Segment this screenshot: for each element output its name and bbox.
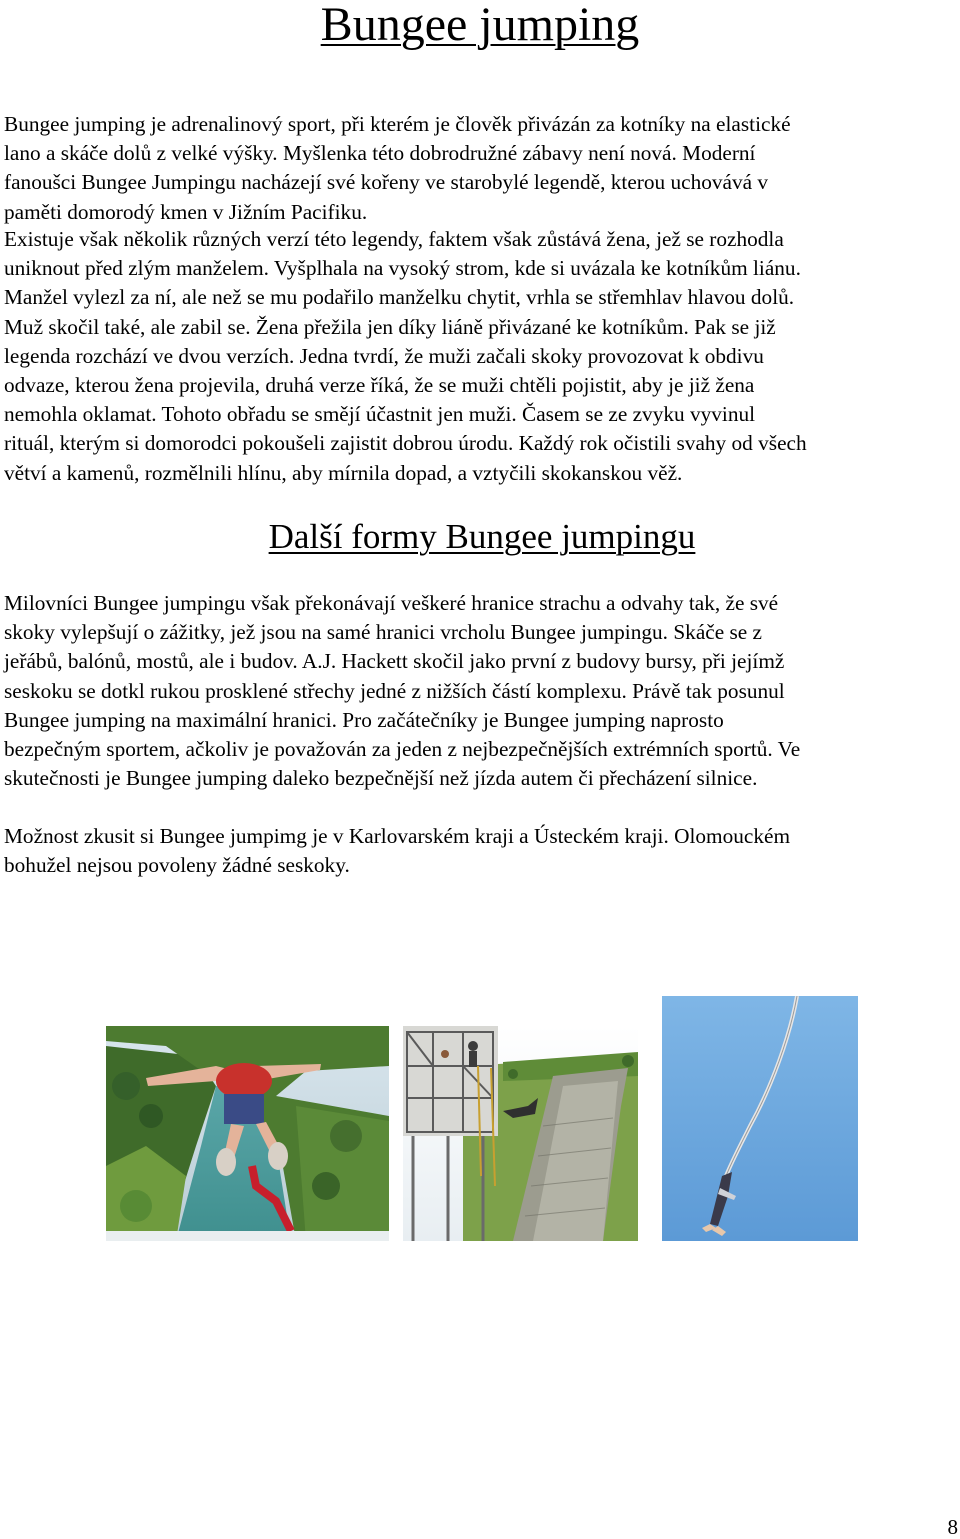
text-line: paměti domorodý kmen v Jižním Pacifiku. — [4, 199, 368, 224]
text-line: fanoušci Bungee Jumpingu nacházejí své kořeny ve starobylé legendě, kterou uchovává v — [4, 170, 769, 195]
text-line: legenda rozchází ve dvou verzích. Jedna tvrdí, že muži začali skoky provozovat k obdivu — [4, 343, 764, 368]
legend-paragraph — [4, 225, 956, 488]
text-line: Existuje však několik různých verzí této legendy, faktem však zůstává žena, jež se rozhodla — [4, 227, 784, 251]
text-line: nemohla oklamat. Tohoto obřadu se smějí účastnit jen muži. Časem se ze zvyku vyvinul — [4, 402, 756, 427]
photo-jumper-over-river — [106, 1026, 389, 1241]
intro-paragraph — [4, 110, 956, 227]
location-paragraph — [4, 822, 956, 880]
photo-bungee-tower — [403, 1026, 638, 1241]
text-line: skutečnosti je Bungee jumping daleko bezpečnější než jízda autem či přecházení silnice. — [4, 766, 758, 791]
page-number: 8 — [947, 1515, 958, 1539]
text-line: Muž skočil také, ale zabil se. Žena přežila jen díky liáně přivázané ke kotníkům. Pak se již — [4, 314, 776, 339]
text-line: Možnost zkusit si Bungee jumpimg je v Karlovarském kraji a Ústeckém kraji. Olomouckém — [4, 824, 791, 848]
photo-jumper-on-cord-sky — [662, 996, 858, 1241]
text-line: uniknout před zlým manželem. Vyšplhala na vysoký strom, kde si uvázala ke kotníkům liánu. — [4, 256, 801, 281]
text-line: jeřábů, balónů, mostů, ale i budov. A.J. Hackett skočil jako první z budovy bursy, při jejímž — [4, 649, 785, 674]
text-line: Bungee jumping je adrenalinový sport, při kterém je člověk přivázán za kotníky na elastické — [4, 112, 791, 136]
text-line: Manžel vylezl za ní, ale než se mu podařilo manželku chytit, vrhla se střemhlav hlavou dolů. — [4, 285, 795, 310]
text-line: bohužel nejsou povoleny žádné seskoky. — [4, 853, 350, 878]
text-line: Milovníci Bungee jumpingu však překonávají veškeré hranice strachu a odvahy tak, že své — [4, 591, 779, 615]
text-line: rituál, kterým si domorodci pokoušeli zajistit dobrou úrodu. Každý rok očistili svahy od všech — [4, 431, 807, 456]
text-line: seskoku se dotkl rukou prosklené střechy jedné z nižších částí komplexu. Právě tak posunul — [4, 678, 785, 703]
text-line: odvaze, kterou žena projevila, druhá verze říká, že se muži chtěli pojistit, aby je již žena — [4, 373, 755, 398]
text-line: lano a skáče dolů z velké výšky. Myšlenka této dobrodružné zábavy není nová. Moderní — [4, 141, 756, 166]
page-title: Bungee jumping — [320, 0, 640, 51]
text-line: Bungee jumping na maximální hranici. Pro začátečníky je Bungee jumping naprosto — [4, 707, 724, 732]
text-line: bezpečným sportem, ačkoliv je považován za jeden z nejbezpečnějších extrémních sportů. Ve — [4, 737, 801, 762]
section-heading: Další formy Bungee jumpingu — [268, 517, 696, 556]
text-line: větví a kamenů, rozmělnili hlínu, aby mírnila dopad, a vztyčili skokanskou věž. — [4, 460, 683, 485]
text-line: skoky vylepšují o zážitky, jež jsou na samé hranici vrcholu Bungee jumpingu. Skáče se z — [4, 620, 763, 645]
forms-paragraph — [4, 589, 956, 793]
